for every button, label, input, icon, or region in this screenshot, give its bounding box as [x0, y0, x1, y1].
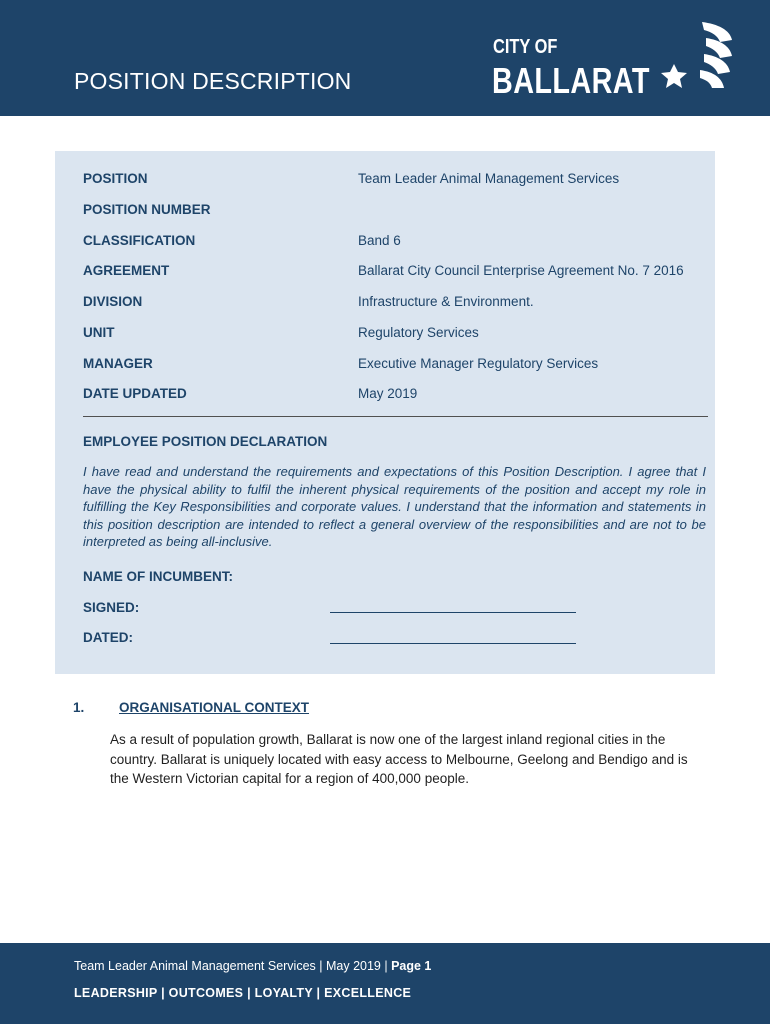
footer-page-number: Page 1: [391, 959, 432, 973]
incumbent-name-label: NAME OF INCUMBENT:: [83, 569, 233, 584]
date-line: [330, 643, 576, 644]
declaration-title: EMPLOYEE POSITION DECLARATION: [83, 434, 328, 449]
logo-city-of-text: CITY OF: [493, 36, 558, 58]
section-number: 1.: [73, 700, 85, 715]
value-agreement: Ballarat City Council Enterprise Agreement No. 7 2016: [358, 263, 684, 278]
value-manager: Executive Manager Regulatory Services: [358, 356, 599, 371]
value-unit: Regulatory Services: [358, 325, 479, 340]
label-manager: MANAGER: [83, 356, 153, 371]
label-classification: CLASSIFICATION: [83, 233, 196, 248]
signed-label: SIGNED:: [83, 600, 140, 615]
label-position: POSITION: [83, 171, 148, 186]
value-position: Team Leader Animal Management Services: [358, 171, 620, 186]
label-agreement: AGREEMENT: [83, 263, 170, 278]
position-details-panel: [55, 151, 715, 674]
label-date-updated: DATE UPDATED: [83, 386, 187, 401]
value-date-updated: May 2019: [358, 386, 418, 401]
declaration-text: I have read and understand the requirements and expectations of this Position Description. I agree that I have the physical ability to fulfil the inherent physical requirements of the position and accept my role in fulfilling the Key Responsibilities and corporate values. I understand that the information and statements in this position description are intended to reflect a general overview of the responsibilities and are not to be interpreted as being all-inclusive.: [83, 464, 706, 550]
value-division: Infrastructure & Environment.: [358, 294, 534, 309]
header-banner: [0, 0, 770, 116]
section-title: ORGANISATIONAL CONTEXT: [119, 700, 310, 715]
label-division: DIVISION: [83, 294, 143, 309]
label-position-number: POSITION NUMBER: [83, 202, 211, 217]
footer-banner: [0, 943, 770, 1024]
document-title: POSITION DESCRIPTION: [74, 68, 352, 94]
section-body: As a result of population growth, Ballarat is now one of the largest inland regional cities in the country. Ballarat is uniquely located with easy access to Melbourne, Geelong and Bendigo and is the Western Victorian capital for a region of 400,000 people.: [110, 732, 688, 786]
value-classification: Band 6: [358, 233, 401, 248]
city-of-ballarat-logo-icon: [660, 18, 740, 98]
logo-ballarat-text: BALLARAT: [492, 60, 650, 101]
footer-document-info: [74, 959, 431, 973]
footer-values: LEADERSHIP | OUTCOMES | LOYALTY | EXCELLENCE: [74, 986, 412, 1000]
signature-line: [330, 612, 576, 613]
label-unit: UNIT: [83, 325, 115, 340]
dated-label: DATED:: [83, 630, 133, 645]
footer-doc-text: Team Leader Animal Management Services | May 2019 |: [74, 959, 392, 973]
panel-divider: [83, 416, 708, 417]
